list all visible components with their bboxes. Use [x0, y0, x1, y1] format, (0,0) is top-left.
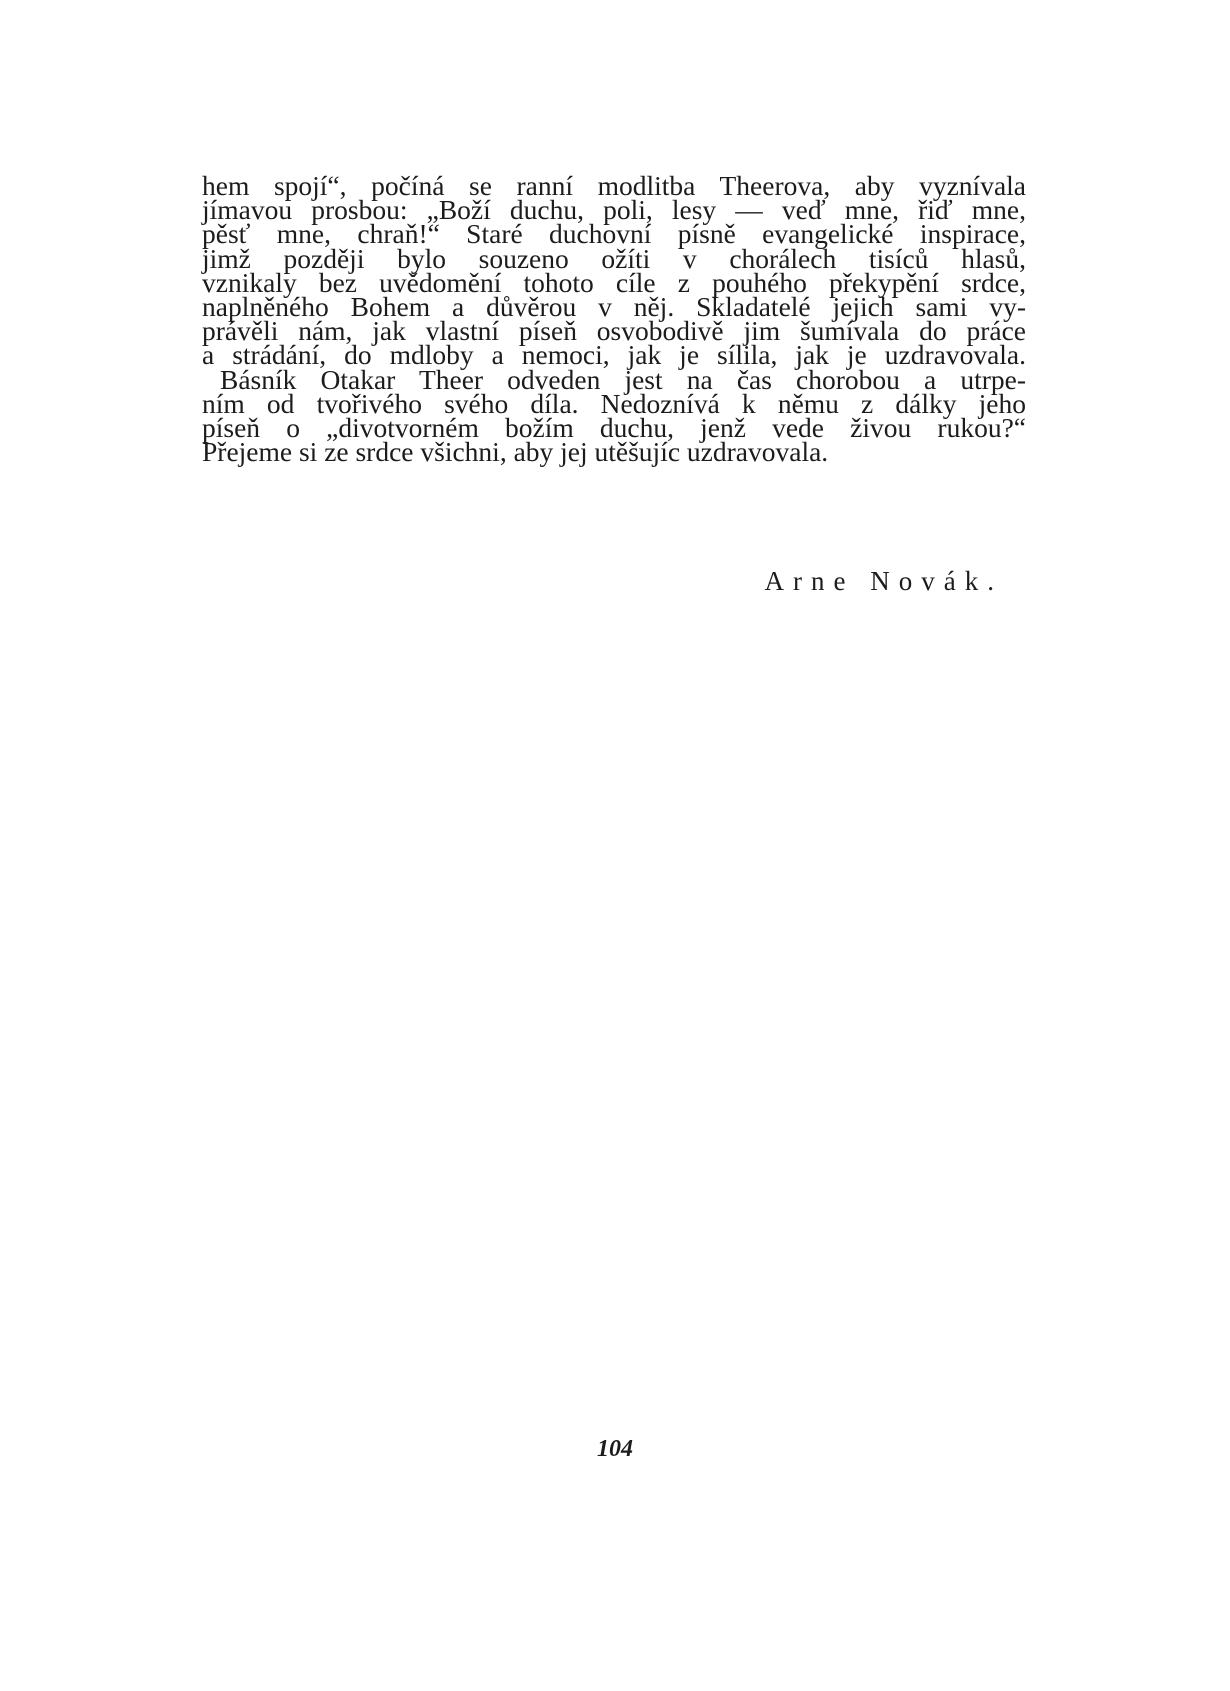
text-line: Přejeme si ze srdce všichni, aby jej utěšujíc uzdravovala. — [202, 436, 829, 468]
text-line: vznikaly bez uvědomění tohoto cíle z pouhého překypění srdce, — [202, 266, 1026, 298]
page-number: 104 — [597, 1436, 633, 1462]
body-text — [202, 170, 1026, 468]
text-line: naplněného Bohem a důvěrou v něj. Skladatelé jejich sami vy- — [202, 290, 1026, 322]
paragraph-1 — [202, 170, 1026, 371]
text-line: hem spojí“, počíná se ranní modlitba Theerova, aby vyznívala — [202, 170, 1026, 201]
text-line: právěli nám, jak vlastní píseň osvobodivě jim šumívala do práce — [202, 315, 1026, 347]
text-line: ním od tvořivého svého díla. Nedoznívá k němu z dálky jeho — [202, 387, 1026, 419]
paragraph-2 — [202, 363, 1026, 468]
text-line: a strádání, do mdloby a nemoci, jak je sílila, jak je uzdravovala. — [202, 339, 1026, 371]
text-line: píseň o „divotvorném božím duchu, jenž vede živou rukou?“ — [202, 411, 1026, 443]
text-line: jimž později bylo souzeno ožíti v chorálech tisíců hlasů, — [202, 242, 1026, 274]
author-signature: Arne Novák. — [764, 566, 1003, 596]
text-line: pěsť mne, chraň!“ Staré duchovní písně evangelické inspirace, — [202, 218, 1026, 250]
text-line: Básník Otakar Theer odveden jest na čas chorobou a utrpe- — [220, 363, 1026, 395]
text-line: jímavou prosbou: „Boží duchu, poli, lesy — veď mne, řiď mne, — [202, 194, 1026, 226]
